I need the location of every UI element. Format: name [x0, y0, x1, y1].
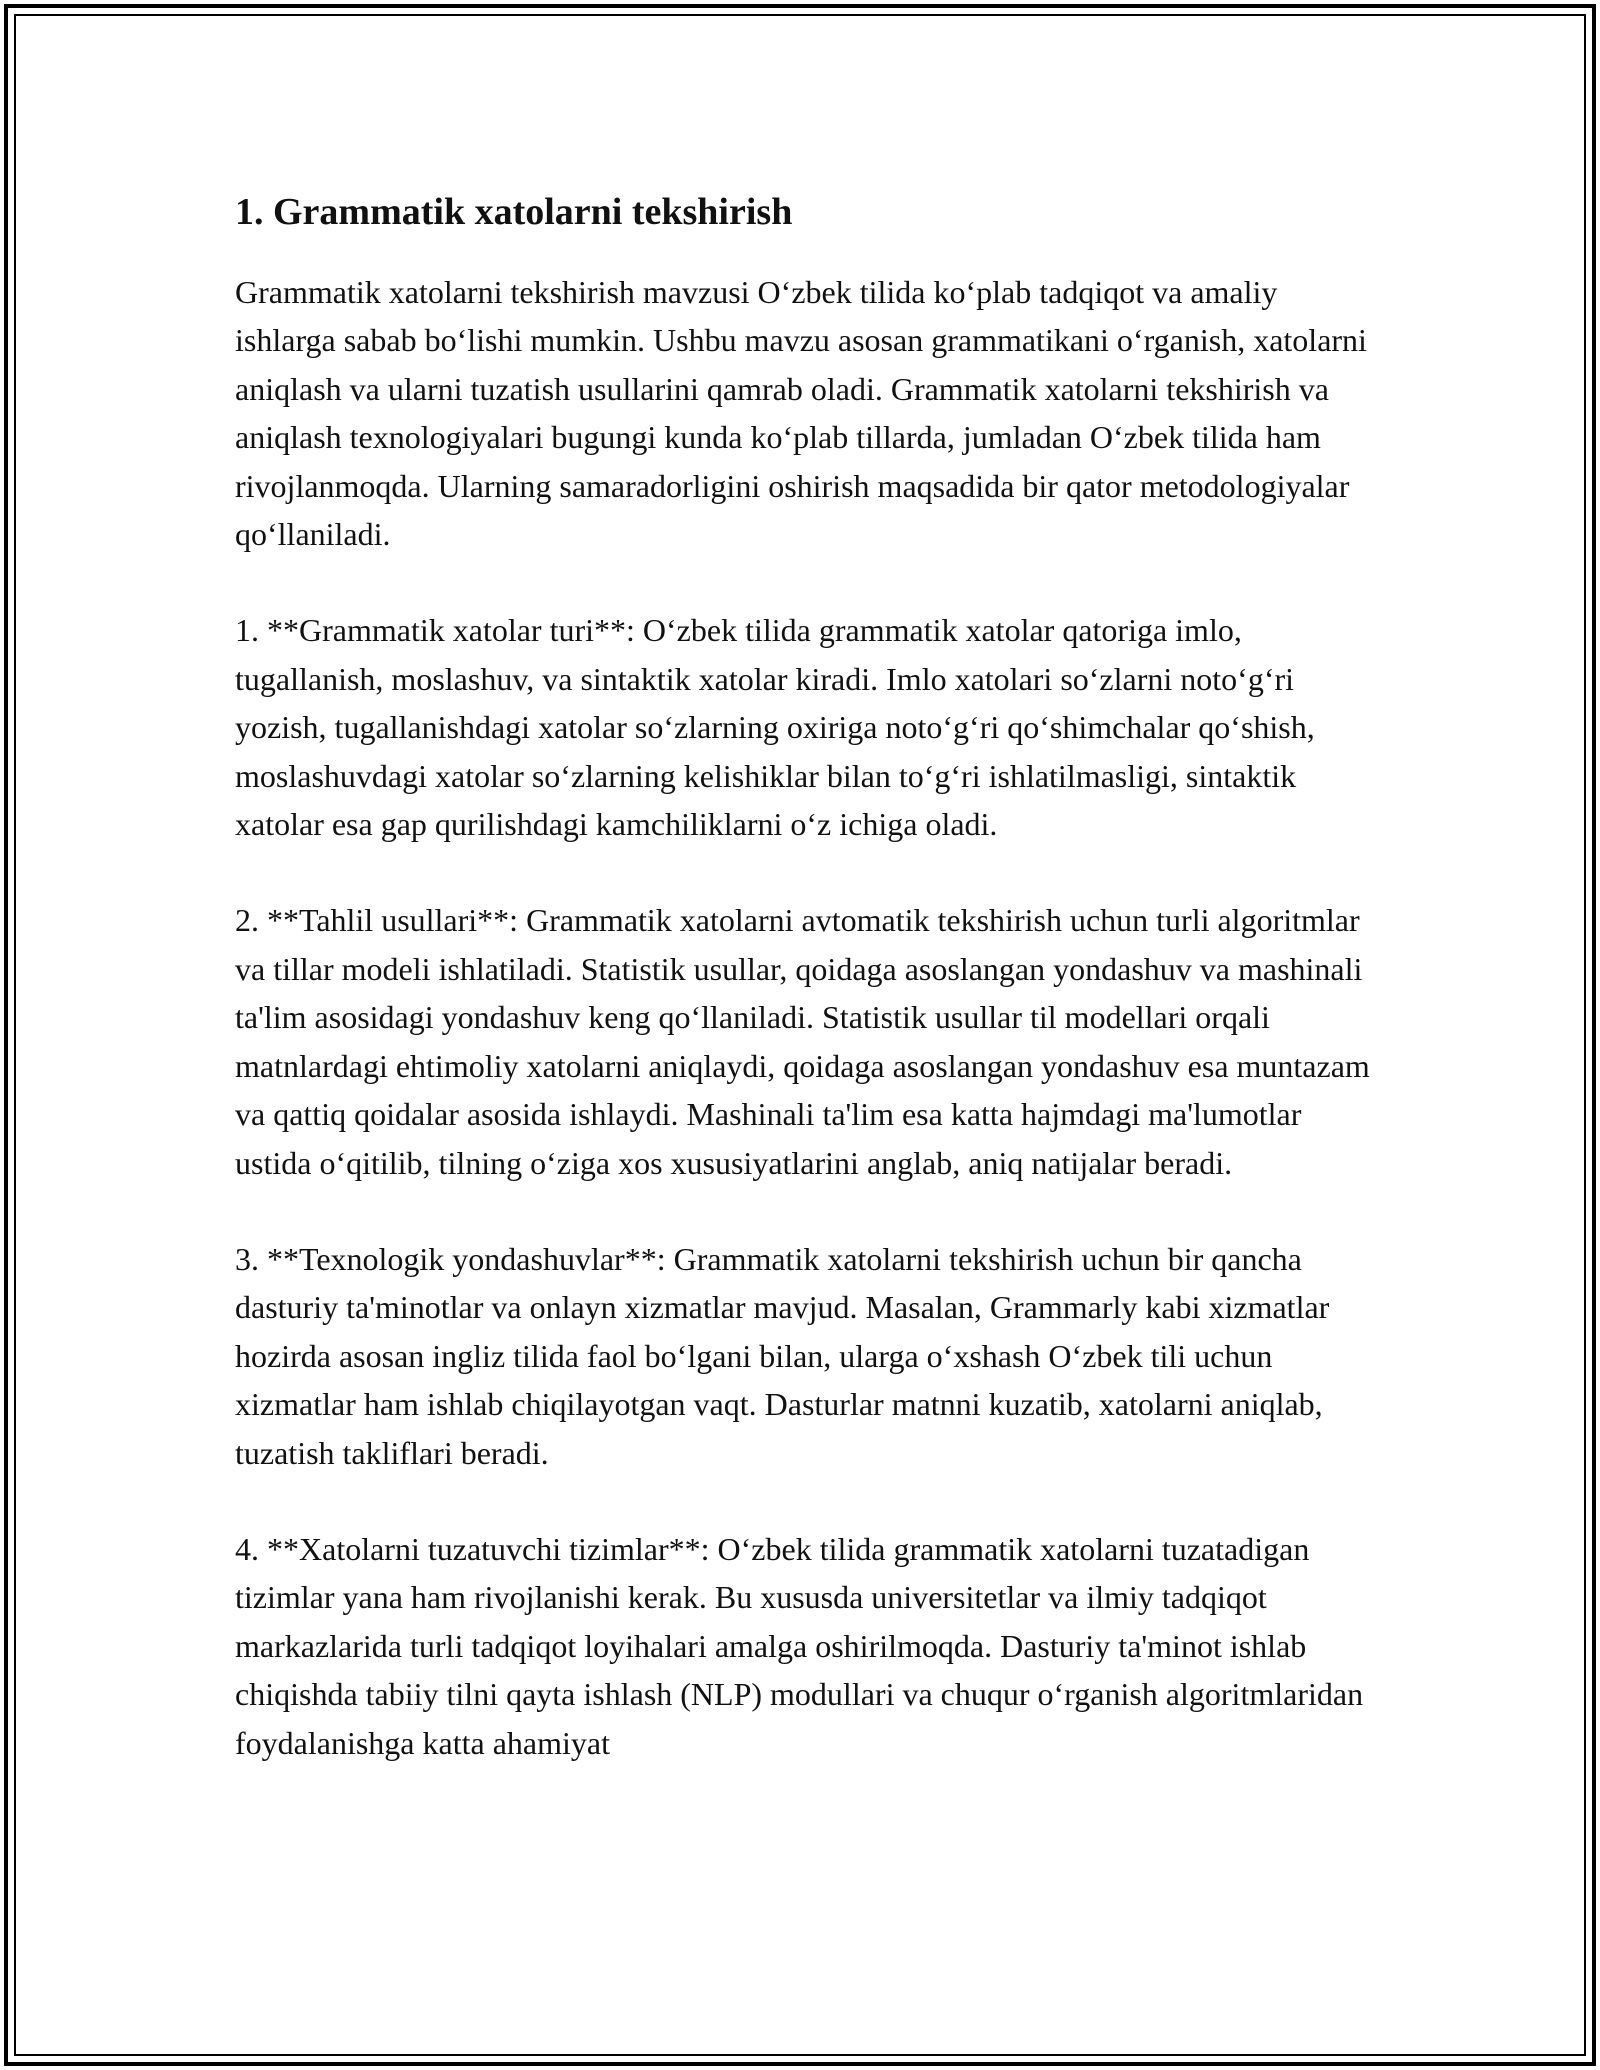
- paragraph-error-types: 1. **Grammatik xatolar turi**: O‘zbek tilida grammatik xatolar qatoriga imlo, tugallanish, moslashuv, va sintaktik xatolar kiradi. Imlo xatolari so‘zlarni noto‘g‘ri yozish, tugallanishdagi xatolar so‘zlarning oxiriga noto‘g‘ri qo‘shimchalar qo‘shish, moslashuvdagi xatolar so‘zlarning kelishiklar bilan to‘g‘ri ishlatilmasligi, sintaktik xatolar esa gap qurilishdagi kamchiliklarni o‘z ichiga oladi.: [235, 612, 1315, 843]
- paragraph-intro: Grammatik xatolarni tekshirish mavzusi O‘zbek tilida ko‘plab tadqiqot va amaliy ishlarga sabab bo‘lishi mumkin. Ushbu mavzu asosan grammatikani o‘rganish, xatolarni aniqlash va ularni tuzatish usullarini qamrab oladi. Grammatik xatolarni tekshirish va aniqlash texnologiyalari bugungi kunda ko‘plab tillarda, jumladan O‘zbek tilida ham rivojlanmoqda. Ularning samaradorligini oshirish maqsadida bir qator metodologiyalar qo‘llaniladi.: [235, 274, 1367, 553]
- paragraph-correction-systems: 4. **Xatolarni tuzatuvchi tizimlar**: O‘zbek tilida grammatik xatolarni tuzatadigan tizimlar yana ham rivojlanishi kerak. Bu xususda universitetlar va ilmiy tadqiqot markazlarida turli tadqiqot loyihalari amalga oshirilmoqda. Dasturiy ta'minot ishlab chiqishda tabiiy tilni qayta ishlash (NLP) modullari va chuqur o‘rganish algoritmlaridan foydalanishga katta ahamiyat: [235, 1530, 1364, 1761]
- paragraph-analysis-methods: 2. **Tahlil usullari**: Grammatik xatolarni avtomatik tekshirish uchun turli algoritmlar va tillar modeli ishlatiladi. Statistik usullar, qoidaga asoslangan yondashuv va mashinali ta'lim asosidagi yondashuv keng qo‘llaniladi. Statistik usullar til modellari orqali matnlardagi ehtimoliy xatolarni aniqlaydi, qoidaga asoslangan yondashuv esa muntazam va qattiq qoidalar asosida ishlaydi. Mashinali ta'lim esa katta hajmdagi ma'lumotlar ustida o‘qitilib, tilning o‘ziga xos xususiyatlarini anglab, aniq natijalar beradi.: [235, 902, 1370, 1181]
- document-body: [235, 184, 1375, 1815]
- section-heading: 1. Grammatik xatolarni tekshirish: [235, 191, 793, 233]
- paragraph-technological-approaches: 3. **Texnologik yondashuvlar**: Grammatik xatolarni tekshirish uchun bir qancha dasturiy ta'minotlar va onlayn xizmatlar mavjud. Masalan, Grammarly kabi xizmatlar hozirda asosan ingliz tilida faol bo‘lgani bilan, ularga o‘xshash O‘zbek tili uchun xizmatlar ham ishlab chiqilayotgan vaqt. Dasturlar matnni kuzatib, xatolarni aniqlab, tuzatish takliflari beradi.: [235, 1240, 1330, 1471]
